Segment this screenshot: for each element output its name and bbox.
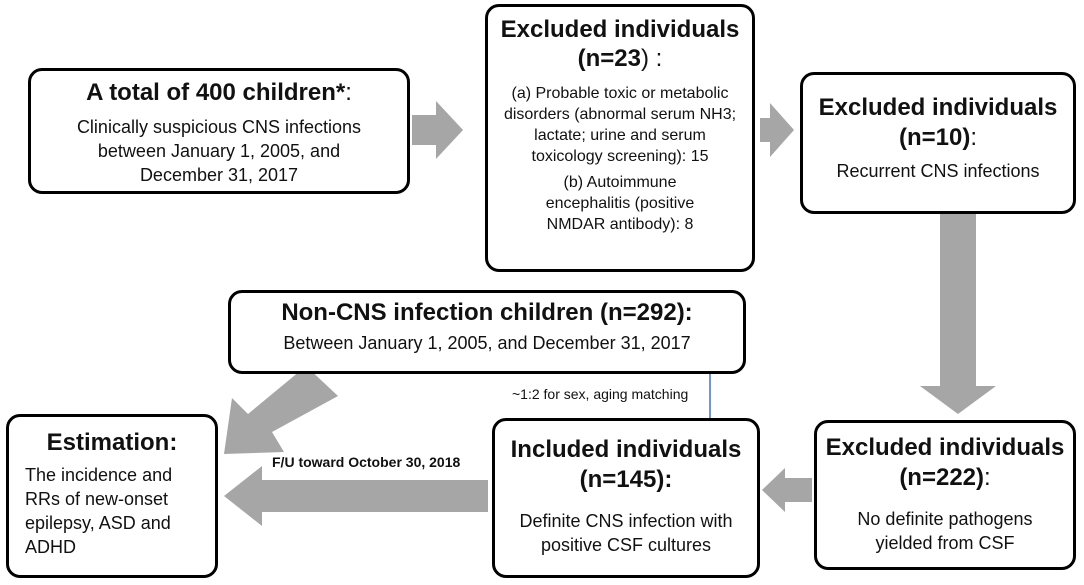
arrow-left-2 <box>224 466 488 526</box>
arrow-down <box>920 212 996 414</box>
excluded-23-item-b: (b) Autoimmune encephalitis (positive NMDAR antibody): 8 <box>545 174 695 233</box>
non-cns-title: Non-CNS infection children (n=292): <box>281 299 693 326</box>
arrow-left-1 <box>762 468 812 512</box>
excluded-222-box <box>814 420 1076 570</box>
included-145-title: Included individuals (n=145): <box>510 436 742 493</box>
estimation-box <box>6 414 218 578</box>
total-children-title: A total of 400 children*: <box>86 79 352 106</box>
total-children-box <box>28 68 410 194</box>
included-145-box <box>492 418 760 578</box>
included-145-text: Definite CNS infection with positive CSF cultures <box>519 511 733 555</box>
arrow-right-1 <box>412 101 463 159</box>
excluded-10-text: Recurrent CNS infections <box>836 161 1040 181</box>
excluded-222-title: Excluded individuals (n=222): <box>825 434 1065 491</box>
non-cns-box <box>228 290 746 374</box>
excluded-23-item-a: (a) Probable toxic or metabolic disorders (abnormal serum NH3; lactate; urine and serum toxicology screening): 15 <box>503 85 737 165</box>
excluded-23-box <box>485 4 755 272</box>
arrow-diagonal <box>224 366 338 454</box>
followup-label: F/U toward October 30, 2018 <box>272 454 461 470</box>
excluded-10-box <box>800 72 1076 214</box>
estimation-title: Estimation: <box>46 429 178 456</box>
estimation-text: The incidence and RRs of new-onset epilepsy, ASD and ADHD <box>25 465 173 557</box>
excluded-10-title: Excluded individuals (n=10): <box>818 94 1058 151</box>
excluded-222-text: No definite pathogens yielded from CSF <box>857 509 1033 553</box>
arrow-right-2 <box>760 103 794 157</box>
non-cns-text: Between January 1, 2005, and December 31, 2017 <box>283 333 691 353</box>
excluded-23-title: Excluded individuals (n=23) : <box>500 16 740 72</box>
total-children-text: Clinically suspicious CNS infections between January 1, 2005, and December 31, 2017 <box>76 117 362 185</box>
matching-label: ~1:2 for sex, aging matching <box>512 386 689 402</box>
